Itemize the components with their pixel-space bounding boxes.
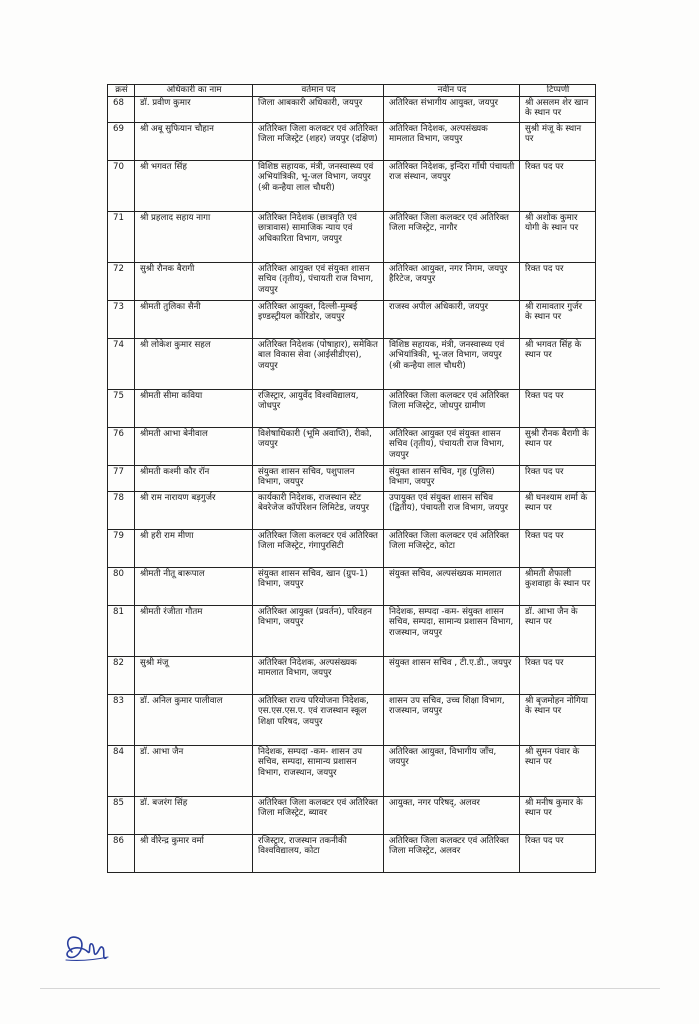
cell-remark: रिक्त पद पर	[520, 656, 596, 694]
cell-new-post: अतिरिक्त आयुक्त एवं संयुक्त शासन सचिव (तृतीय), पंचायती राज विभाग, जयपुर	[384, 427, 520, 465]
cell-serial-number: 80	[108, 567, 135, 605]
table-row	[108, 694, 596, 745]
cell-remark: श्री बृजमोहन नोगिया के स्थान पर	[520, 694, 596, 745]
cell-serial-number: 70	[108, 160, 135, 211]
table-row	[108, 211, 596, 262]
cell-current-post: कार्यकारी निदेशक, राजस्थान स्टेट बेवरेजेज कॉर्पोरेशन लिमिटेड, जयपुर	[253, 491, 384, 529]
cell-new-post: अतिरिक्त जिला कलक्टर एवं अतिरिक्त जिला मजिस्ट्रेट, जोधपुर ग्रामीण	[384, 389, 520, 427]
table-row	[108, 338, 596, 389]
table-header-row	[108, 85, 596, 97]
cell-remark: रिक्त पद पर	[520, 160, 596, 211]
footer-divider	[40, 988, 660, 989]
table-row	[108, 300, 596, 338]
cell-officer-name: सुश्री रौनक बैरागी	[135, 262, 253, 300]
table-row	[108, 160, 596, 211]
cell-new-post: निदेशक, सम्पदा -कम- संयुक्त शासन सचिव, सम्पदा, सामान्य प्रशासन विभाग, राजस्थान, जयपुर	[384, 605, 520, 656]
table-row	[108, 96, 596, 122]
header-remark: टिप्पणी	[520, 85, 596, 97]
cell-new-post: उपायुक्त एवं संयुक्त शासन सचिव (द्वितीय), पंचायती राज विभाग, जयपुर	[384, 491, 520, 529]
table-row	[108, 567, 596, 605]
cell-new-post: राजस्व अपील अधिकारी, जयपुर	[384, 300, 520, 338]
cell-serial-number: 77	[108, 465, 135, 491]
cell-officer-name: श्री लोकेश कुमार सहल	[135, 338, 253, 389]
transfer-table	[107, 84, 596, 873]
cell-officer-name: डॉ. प्रवीण कुमार	[135, 96, 253, 122]
cell-serial-number: 69	[108, 122, 135, 160]
cell-new-post: विशिष्ठ सहायक, मंत्री, जनस्वास्थ्य एवं अभियांत्रिकी, भू-जल विभाग, जयपुर (श्री कन्हैया लाल चौधरी)	[384, 338, 520, 389]
cell-remark: श्री अशोक कुमार योगी के स्थान पर	[520, 211, 596, 262]
cell-new-post: संयुक्त शासन सचिव, गृह (पुलिस) विभाग, जयपुर	[384, 465, 520, 491]
table-row	[108, 465, 596, 491]
cell-remark: सुश्री रौनक बैरागी के स्थान पर	[520, 427, 596, 465]
cell-remark: श्री रामावतार गुर्जर के स्थान पर	[520, 300, 596, 338]
cell-officer-name: सुश्री मंजू	[135, 656, 253, 694]
cell-new-post: संयुक्त शासन सचिव , टी.ए.डी., जयपुर	[384, 656, 520, 694]
header-current-post: वर्तमान पद	[253, 85, 384, 97]
cell-officer-name: श्री अबू सुफियान चौहान	[135, 122, 253, 160]
cell-current-post: अतिरिक्त आयुक्त, दिल्ली-मुम्बई इण्डस्ट्रीयल कोरिडोर, जयपुर	[253, 300, 384, 338]
cell-current-post: अतिरिक्त आयुक्त एवं संयुक्त शासन सचिव (तृतीय), पंचायती राज विभाग, जयपुर	[253, 262, 384, 300]
cell-current-post: निदेशक, सम्पदा -कम- शासन उप सचिव, सम्पदा, सामान्य प्रशासन विभाग, राजस्थान, जयपुर	[253, 745, 384, 796]
table-row	[108, 122, 596, 160]
cell-officer-name: श्री भगवत सिंह	[135, 160, 253, 211]
cell-serial-number: 79	[108, 529, 135, 567]
cell-remark: श्री मनीष कुमार के स्थान पर	[520, 796, 596, 834]
cell-officer-name: डॉ. अनिल कुमार पालीवाल	[135, 694, 253, 745]
cell-remark: श्री घनश्याम शर्मा के स्थान पर	[520, 491, 596, 529]
cell-current-post: अतिरिक्त निदेशक (छात्रवृति एवं छात्रावास) सामाजिक न्याय एवं अधिकारिता विभाग, जयपुर	[253, 211, 384, 262]
cell-current-post: रजिस्ट्रार, राजस्थान तकनीकी विश्वविद्यालय, कोटा	[253, 834, 384, 872]
cell-new-post: अतिरिक्त जिला कलक्टर एवं अतिरिक्त जिला मजिस्ट्रेट, कोटा	[384, 529, 520, 567]
cell-new-post: आयुक्त, नगर परिषद्, अलवर	[384, 796, 520, 834]
cell-current-post: अतिरिक्त आयुक्त (प्रवर्तन), परिवहन विभाग, जयपुर	[253, 605, 384, 656]
cell-new-post: अतिरिक्त निदेशक, इन्दिरा गाँधी पंचायती राज संस्थान, जयपुर	[384, 160, 520, 211]
table-row	[108, 834, 596, 872]
table-row	[108, 529, 596, 567]
cell-serial-number: 78	[108, 491, 135, 529]
cell-remark: श्रीमती शैफाली कुशवाहा के स्थान पर	[520, 567, 596, 605]
cell-current-post: अतिरिक्त राज्य परियोजना निदेशक, एस.एस.एस.ए. एवं राजस्थान स्कूल शिक्षा परिषद, जयपुर	[253, 694, 384, 745]
table-row	[108, 605, 596, 656]
cell-new-post: अतिरिक्त आयुक्त, विभागीय जाँच, जयपुर	[384, 745, 520, 796]
table-row	[108, 262, 596, 300]
cell-remark: श्री भगवत सिंह के स्थान पर	[520, 338, 596, 389]
cell-current-post: अतिरिक्त जिला कलक्टर एवं अतिरिक्त जिला मजिस्ट्रेट, गंगापुरसिटी	[253, 529, 384, 567]
table-row	[108, 656, 596, 694]
header-officer-name: अधिकारी का नाम	[135, 85, 253, 97]
cell-remark: श्री असलम शेर खान के स्थान पर	[520, 96, 596, 122]
cell-serial-number: 82	[108, 656, 135, 694]
cell-serial-number: 84	[108, 745, 135, 796]
cell-officer-name: श्री राम नारायण बड़गुर्जर	[135, 491, 253, 529]
cell-serial-number: 83	[108, 694, 135, 745]
cell-current-post: रजिस्ट्रार, आयुर्वेद विश्वविद्यालय, जोधपुर	[253, 389, 384, 427]
table-body	[108, 96, 596, 872]
table-row	[108, 389, 596, 427]
cell-serial-number: 68	[108, 96, 135, 122]
cell-officer-name: श्री प्रहलाद सहाय नागा	[135, 211, 253, 262]
cell-officer-name: डॉ. बजरंग सिंह	[135, 796, 253, 834]
table-row	[108, 745, 596, 796]
cell-serial-number: 81	[108, 605, 135, 656]
cell-officer-name: श्रीमती आभा बेनीवाल	[135, 427, 253, 465]
cell-new-post: संयुक्त सचिव, अल्पसंख्यक मामलात	[384, 567, 520, 605]
table-row	[108, 796, 596, 834]
cell-new-post: अतिरिक्त जिला कलक्टर एवं अतिरिक्त जिला मजिस्ट्रेट, अलवर	[384, 834, 520, 872]
cell-officer-name: श्रीमती नीतू बारूपाल	[135, 567, 253, 605]
cell-officer-name: श्रीमती रंजीता गौतम	[135, 605, 253, 656]
cell-new-post: अतिरिक्त निदेशक, अल्पसंख्यक मामलात विभाग, जयपुर	[384, 122, 520, 160]
cell-remark: श्री सुमन पंवार के स्थान पर	[520, 745, 596, 796]
cell-current-post: अतिरिक्त निदेशक, अल्पसंख्यक मामलात विभाग, जयपुर	[253, 656, 384, 694]
cell-officer-name: श्रीमती सीमा कविया	[135, 389, 253, 427]
cell-current-post: संयुक्त शासन सचिव, खान (ग्रुप-1) विभाग, जयपुर	[253, 567, 384, 605]
cell-officer-name: श्रीमती तुलिका सैनी	[135, 300, 253, 338]
cell-current-post: अतिरिक्त जिला कलक्टर एवं अतिरिक्त जिला मजिस्ट्रेट, ब्यावर	[253, 796, 384, 834]
cell-current-post: अतिरिक्त निदेशक (पोषाहार), समेकित बाल विकास सेवा (आईसीडीएस), जयपुर	[253, 338, 384, 389]
cell-remark: रिक्त पद पर	[520, 834, 596, 872]
cell-serial-number: 74	[108, 338, 135, 389]
cell-serial-number: 85	[108, 796, 135, 834]
cell-new-post: अतिरिक्त आयुक्त, नगर निगम, जयपुर हैरिटेज, जयपुर	[384, 262, 520, 300]
cell-remark: सुश्री मंजू के स्थान पर	[520, 122, 596, 160]
cell-serial-number: 75	[108, 389, 135, 427]
cell-serial-number: 73	[108, 300, 135, 338]
cell-serial-number: 72	[108, 262, 135, 300]
cell-current-post: विशिष्ठ सहायक, मंत्री, जनस्वास्थ्य एवं अभियांत्रिकी, भू-जल विभाग, जयपुर (श्री कन्हैया लाल चौधरी)	[253, 160, 384, 211]
header-serial-number: क्रसं	[108, 85, 135, 97]
cell-remark: रिक्त पद पर	[520, 389, 596, 427]
cell-current-post: विशेषाधिकारी (भूमि अवाप्ति), रीको, जयपुर	[253, 427, 384, 465]
cell-officer-name: श्री वीरेन्द्र कुमार वर्मा	[135, 834, 253, 872]
table-row	[108, 427, 596, 465]
cell-officer-name: श्रीमती कश्मी कौर रॉन	[135, 465, 253, 491]
cell-serial-number: 76	[108, 427, 135, 465]
signature	[58, 930, 112, 966]
cell-new-post: अतिरिक्त संभागीय आयुक्त, जयपुर	[384, 96, 520, 122]
cell-current-post: संयुक्त शासन सचिव, पशुपालन विभाग, जयपुर	[253, 465, 384, 491]
cell-current-post: अतिरिक्त जिला कलक्टर एवं अतिरिक्त जिला मजिस्ट्रेट (शहर) जयपुर (दक्षिण)	[253, 122, 384, 160]
cell-officer-name: श्री हरी राम मीणा	[135, 529, 253, 567]
cell-serial-number: 71	[108, 211, 135, 262]
cell-remark: डॉ. आभा जैन के स्थान पर	[520, 605, 596, 656]
cell-serial-number: 86	[108, 834, 135, 872]
cell-new-post: शासन उप सचिव, उच्च शिक्षा विभाग, राजस्थान, जयपुर	[384, 694, 520, 745]
cell-new-post: अतिरिक्त जिला कलक्टर एवं अतिरिक्त जिला मजिस्ट्रेट, नागौर	[384, 211, 520, 262]
cell-remark: रिक्त पद पर	[520, 529, 596, 567]
cell-current-post: जिला आबकारी अधिकारी, जयपुर	[253, 96, 384, 122]
table-row	[108, 491, 596, 529]
cell-remark: रिक्त पद पर	[520, 262, 596, 300]
cell-officer-name: डॉ. आभा जैन	[135, 745, 253, 796]
header-new-post: नवीन पद	[384, 85, 520, 97]
cell-remark: रिक्त पद पर	[520, 465, 596, 491]
